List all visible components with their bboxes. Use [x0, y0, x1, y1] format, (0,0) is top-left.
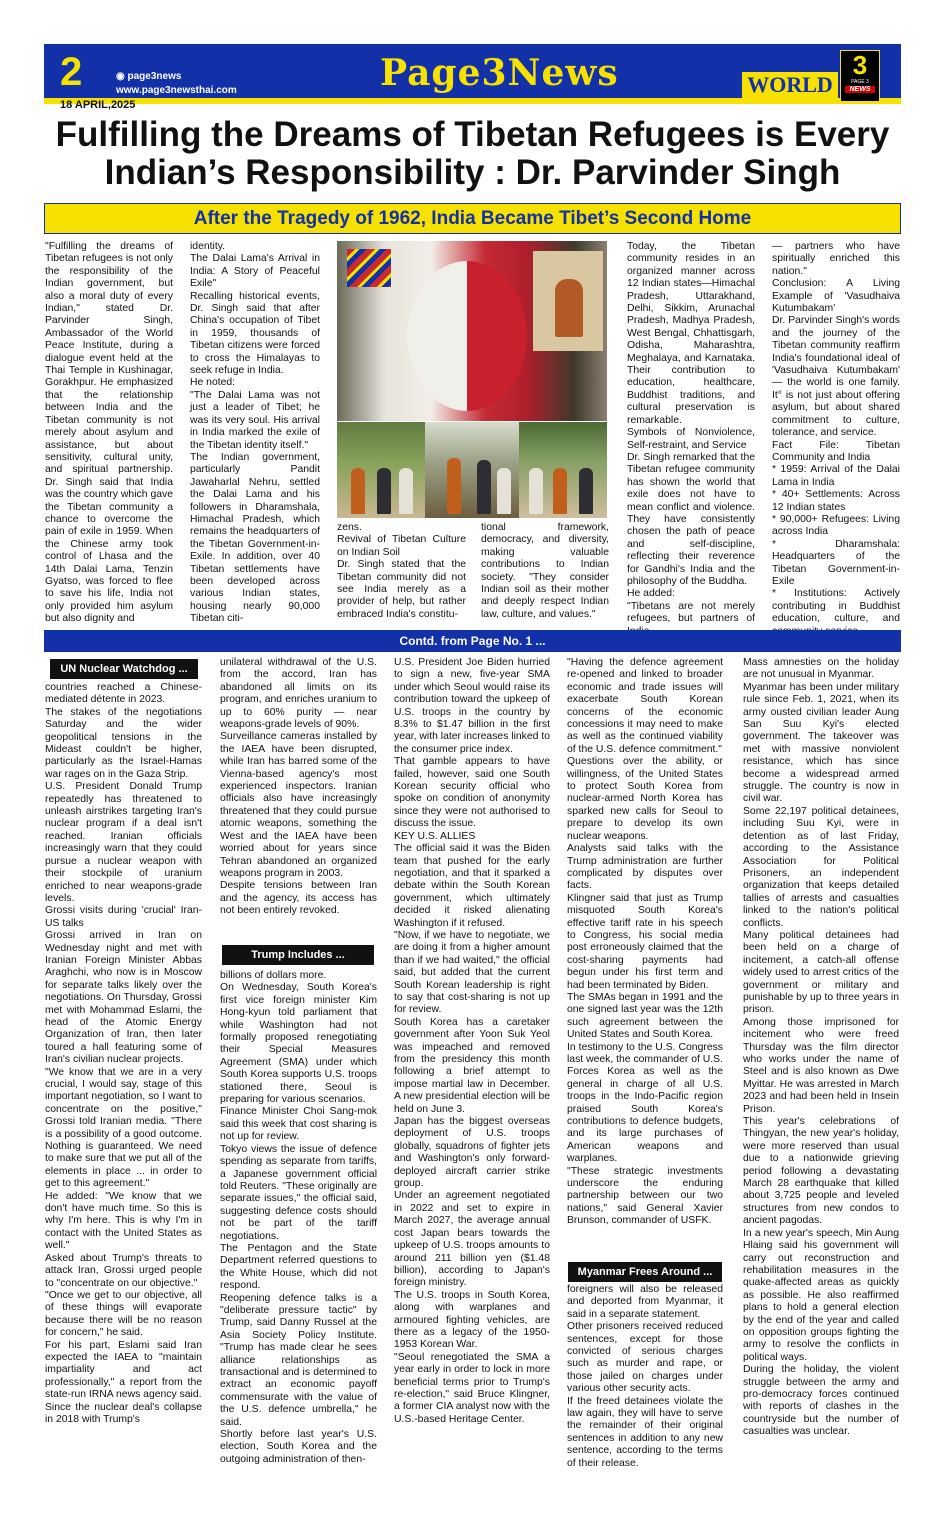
un-watchdog-tag: UN Nuclear Watchdog ...	[50, 659, 198, 679]
issue-date: 18 APRIL,2025	[60, 99, 136, 111]
tibetan-face-paint-photo	[337, 241, 607, 421]
gathering-photo-2	[519, 422, 607, 518]
headline: Fulfilling the Dreams of Tibetan Refugees is Every Indian’s Responsibility : Dr. Parvinder Singh	[55, 115, 890, 192]
monks-meeting-photo	[425, 422, 519, 518]
myanmar-story-column-2: Mass amnesties on the holiday are not unusual in Myanmar. Myanmar has been under military rule since Feb. 1, 2021, when its army ousted civilian leader Aung San Suu Kyi's elected government. The takeover was met with massive nonviolent resistance, which has since become a widespread armed struggle. The country is now in civil war. Some 22,197 political detainees, including Suu Kyi, were in detention as of last Friday, according to the Assistance Association for Political Prisoners, an independent organization that keeps detailed tallies of arrests and casualties linked to the nation's political conflicts. Many political detainees had been held on a charge of incitement, a catch-all offense widely used to arrest critics of the government or military and punishable by up to three years in prison. Among those imprisoned for incitement who were freed Thursday was the film director who works under the name of Steel and is also known as Dwe Myittar. He was arrested in March 2023 and had been held in Insein Prison. This year's celebrations of Thingyan, the new year's holiday, were more reserved than usual due to a nationwide grieving period following a devastating March 28 earthquake that killed about 3,725 people and leveled structures from new condos to ancient pagodas. In a new year's speech, Min Aung Hlaing said his government will carry out reconstruction and rehabilitation measures in the quake-affected areas as quickly as possible. He also reaffirmed plans to hold a general election by the end of the year and called on opposition groups fighting the army to resolve the conflicts in political ways. During the holiday, the violent struggle between the army and pro-democracy forces continued with reports of clashes in the countryside but the number of casualties was unclear.	[743, 657, 899, 1438]
article-column-2: identity. The Dalai Lama's Arrival in India: A Story of Peaceful Exile" Recalling historical events, Dr. Singh said that after China's occupation of Tibet in 1959, thousands of Tibetan citizens were forced to cross the Himalayas to seek refuge in India. He noted: "The Dalai Lama was not just a leader of Tibet; he was its very soul. His arrival in India marked the exile of the Tibetan identity itself." The Indian government, particularly Pandit Jawaharlal Nehru, settled the Dalai Lama and his followers in Dharamshala, Himachal Pradesh, which remains the headquarters of the Tibetan Government-in-Exile. In addition, over 40 Tibetan settlements have been developed across various Indian states, housing nearly 90,000 Tibetan citi-	[190, 241, 320, 625]
website-link[interactable]: www.page3newsthai.com	[116, 85, 237, 96]
social-handle: ◉ page3news	[116, 71, 182, 82]
article-column-4: Today, the Tibetan community resides in an organized manner across 12 Indian states—Himachal Pradesh, Uttarakhand, Delhi, Sikkim, Arunachal Pradesh, Madhya Pradesh, West Bengal, Chhattisgarh, Odisha, Maharashtra, Meghalaya, and Karnataka. Their contribution to education, healthcare, Buddhist traditions, and cultural preservation is remarkable. Symbols of Nonviolence, Self-restraint, and Service Dr. Singh remarked that the Tibetan refugee community has shown the world that exile does not have to mean conflict and violence. They have consistently chosen the path of peace and self-discipline, reflecting their reverence for Gandhi's India and the philosophy of the Buddha. He added: "Tibetans are not merely refugees, but partners of	[627, 241, 755, 625]
un-story-column-2: unilateral withdrawal of the U.S. from the accord, Iran has abandoned all limits on its program, and enriches uranium to up to 60% purity — near weapons-grade levels of 90%. Surveillance cameras installed by the IAEA have been disrupted, while Iran has barred some of the Vienna-based agency's most experienced inspectors. Iranian officials also have increasingly threatened that they could pursue atomic weapons, something the West and the IAEA have been worried about for years since Tehran abandoned an organized weapons program in 2003. Despite tensions between Iran and the agency, its access has not been entirely revoked.	[220, 657, 377, 917]
article-column-3a: zens. Revival of Tibetan Culture on Indian Soil Dr. Singh stated that the Tibetan community did not see India merely as a provider of help, but rather embraced India's constitu-	[337, 522, 466, 620]
trump-story-column-1: billions of dollars more. On Wednesday, South Korea's first vice foreign minister Kim Hong-kyun told parliament that while Washington had not formally proposed renegotiating their Special Measures Agreement (SMA) under which South Korea supports U.S. troops stationed there, Seoul is preparing for various scenarios. Finance Minister Choi Sang-mok said this week that cost sharing is not up for review. Tokyo views the issue of defence spending as separate from tariffs, a Japanese government official told Reuters. "These originally are separate issues," the official said, suggesting defence costs should not be part of the tariff negotiations. The Pentagon and the State Department referred questions to the White House, which did not respond. Reopening defence talks is a "deliberate pressure tactic" by Trump, said Danny Russel at the Asia Society Policy Institute. "Trump has made clear he sees alliance relationships as transactional and is determined to extract an economic payoff commensurate with the value of the U.S. defence umbrella," he said. Shortly before last year's U.S. election, South Korea and the outgoing administration of then-	[220, 970, 377, 1465]
section-label: WORLD	[742, 72, 838, 98]
dalai-lama-portrait-inset	[533, 251, 603, 351]
article-column-3b: tional framework, democracy, and diversity, making valuable contributions to Indian society. "They consider Indian soil as their mother and deeply respect Indian law, culture, and values."	[481, 522, 609, 620]
painted-face	[407, 261, 527, 411]
page3-logo: 3 PAGE 3 NEWS	[840, 50, 880, 102]
masthead-stripe	[44, 98, 901, 104]
brand-logo: Page3News	[380, 52, 619, 94]
article-column-1: "Fulfilling the dreams of Tibetan refugees is not only the responsibility of the Indian government, but also a moral duty of every Indian," stated Dr. Parvinder Singh, Ambassador of the World Peace Institute, during a dialogue event held at the Thai Temple in Kushinagar, Gorakhpur. He emphasized that the relationship between India and the Tibetan community is not merely about asylum and assistance, but about sensitivity, cultural unity, and spiritual partnership. Dr. Singh said that India was the country which gave the Tibetan community a chance to overcome the pain of exile in 1959. When the Chinese army took control of Lhasa and the 14th Dalai Lama, Tenzin Gyatso, was forced to flee to save his life, India not only provided him asylum but also dignity and	[45, 241, 173, 625]
tibetan-flag	[347, 249, 391, 287]
un-story-column-1: countries reached a Chinese-mediated détente in 2023. The stakes of the negotiations Saturday and the wider geopolitical tensions in the Mideast couldn't be higher, particularly as the Israel-Hamas war rages on in the Gaza Strip. U.S. President Donald Trump repeatedly has threatened to unleash airstrikes targeting Iran's nuclear program if a deal isn't reached. Iranian officials increasingly warn that they could pursue a nuclear weapon with their stockpile of uranium enriched to near weapons-grade levels. Grossi visits during 'crucial' Iran-US talks Grossi arrived in Iran on Wednesday night and met with Iranian Foreign Minister Abbas Araghchi, who now is in Moscow for separate talks likely over the negotiations. On Thursday, Grossi met with Mohammad Eslami, the head of the Atomic Energy Organization of Iran, then later toured a hall featuring some of Iran's civilian nuclear projects. "We know that we are in a very crucial, I would say, stage of this important negotiation, so I want to concentrate on the positive," Grossi told Iranian media. "There is a possibility of a good outcome. Nothing is guaranteed. We need to make sure that we put all of the elements in place ... in order to get to this agreement." He added: "We know that we don't have much time. So this is why I'm here. This is why I'm in contact with the United States as well." Asked about Trump's threats to attack Iran, Grossi urged people to "concentrate on our objective." "Once we get to our objective, all of these things will evaporate because there will be no reason for concern," he said. For his part, Eslami said Iran expected the IAEA to "maintain impartiality and act professionally," a report from the state-run IRNA news agency said. Since the nuclear deal's collapse in 2018 with Trump's	[45, 682, 202, 1425]
subheadline: After the Tragedy of 1962, India Became Tibet’s Second Home	[44, 203, 901, 234]
myanmar-story-column-1: foreigners will also be released and deported from Myanmar, it said in a separate statement. Other prisoners received reduced sentences, except for those convicted of serious charges such as murder and rape, or those jailed on charges under various other security acts. If the freed detainees violate the law again, they will have to serve the remainder of their original sentences in addition to any new sentence, according to the terms of their release.	[567, 1284, 723, 1469]
myanmar-frees-tag: Myanmar Frees Around ...	[568, 1262, 722, 1282]
gathering-photo-1	[337, 422, 425, 518]
trump-story-column-2: U.S. President Joe Biden hurried to sign a new, five-year SMA under which Seoul would raise its contribution toward the upkeep of U.S. troops in the country by 8.3% to $1.47 billion in the first year, with later increases linked to the consumer price index. That gamble appears to have failed, however, said one South Korean security official who spoke on condition of anonymity since they were not authorised to discuss the issue. KEY U.S. ALLIES The official said it was the Biden team that pushed for the early negotiation, and that it sparked a debate within the South Korean government, which ultimately decided it risked alienating Washington if it refused. "Now, if we have to negotiate, we are doing it from a higher amount than if we had waited," the official said, but added that the current South Korean leadership is right to say that cost-sharing is not up for review. South Korea has a caretaker government after Yoon Suk Yeol was impeached and removed from the presidency this month following a brief attempt to impose martial law in December. A new presidential election will be held on June 3. Japan has the biggest overseas deployment of U.S. troops globally, squadrons of fighter jets and Washington's only forward-deployed aircraft carrier strike group. Under an agreement negotiated in 2022 and set to expire in March 2027, the average annual cost Japan bears towards the upkeep of U.S. troops amounts to around 211 billion yen ($1.48 billion), according to Japan's foreign ministry. The U.S. troops in South Korea, along with warplanes and armoured fighting vehicles, are there as a legacy of the 1950-1953 Korean War. "Seoul renegotiated the SMA a year early in order to lock in more beneficial terms prior to Trump's re-election," said Bruce Klingner, a former CIA analyst now with the U.S.-based Heritage Center.	[394, 657, 550, 1425]
article-column-5: — partners who have spiritually enriched this nation." Conclusion: A Living Example of 'Vasudhaiva Kutumbakam' Dr. Parvinder Singh's words and the journey of the Tibetan community reaffirm India's foundational ideal of 'Vasudhaiva Kutumbakam' — the world is one family. It° is not just about offering asylum, but about shared commitment to culture, tolerance, and service. Fact File: Tibetan Community and India * 1959: Arrival of the Dalai Lama in India * 40+ Settlements: Across 12 Indian states * 90,000+ Refugees: Living across India * Dharamshala: Headquarters of the Tibetan Government-in-Exile * Institutions: Actively contributing in Buddhist education, culture, and	[772, 241, 900, 628]
trump-includes-tag: Trump Includes ...	[222, 945, 374, 965]
facebook-icon: ◉	[116, 71, 128, 82]
page-number: 2	[60, 50, 83, 94]
continued-banner: Contd. from Page No. 1 ...	[44, 630, 901, 652]
trump-story-column-3: "Having the defence agreement re-opened and linked to broader economic and trade issues will exacerbate South Korean concerns of the economic concessions it may need to make as well as the continued viability of the U.S. defence commitment." Questions over the ability, or willingness, of the United States to protect South Korea from nuclear-armed North Korea has sparked new calls for Seoul to prepare to develop its own nuclear weapons. Analysts said talks with the Trump administration are further complicated by disputes over facts. Klingner said that just as Trump misquoted South Korea's effective tariff rate in his speech to Congress, his social media post erroneously claimed that the cost-sharing payments had begun under his first term and had been terminated by Biden. The SMAs began in 1991 and the one signed last year was the 12th such agreement between the United States and South Korea. In testimony to the U.S. Congress last week, the commander of U.S. Forces Korea as well as the general in charge of all U.S. troops in the Indo-Pacific region praised South Korea's contributions to defence budgets, and its large purchases of American weapons and warplanes. "These strategic investments underscore the enduring partnership between our two nations," said General Xavier Brunson, commander of USFK.	[567, 657, 723, 1227]
